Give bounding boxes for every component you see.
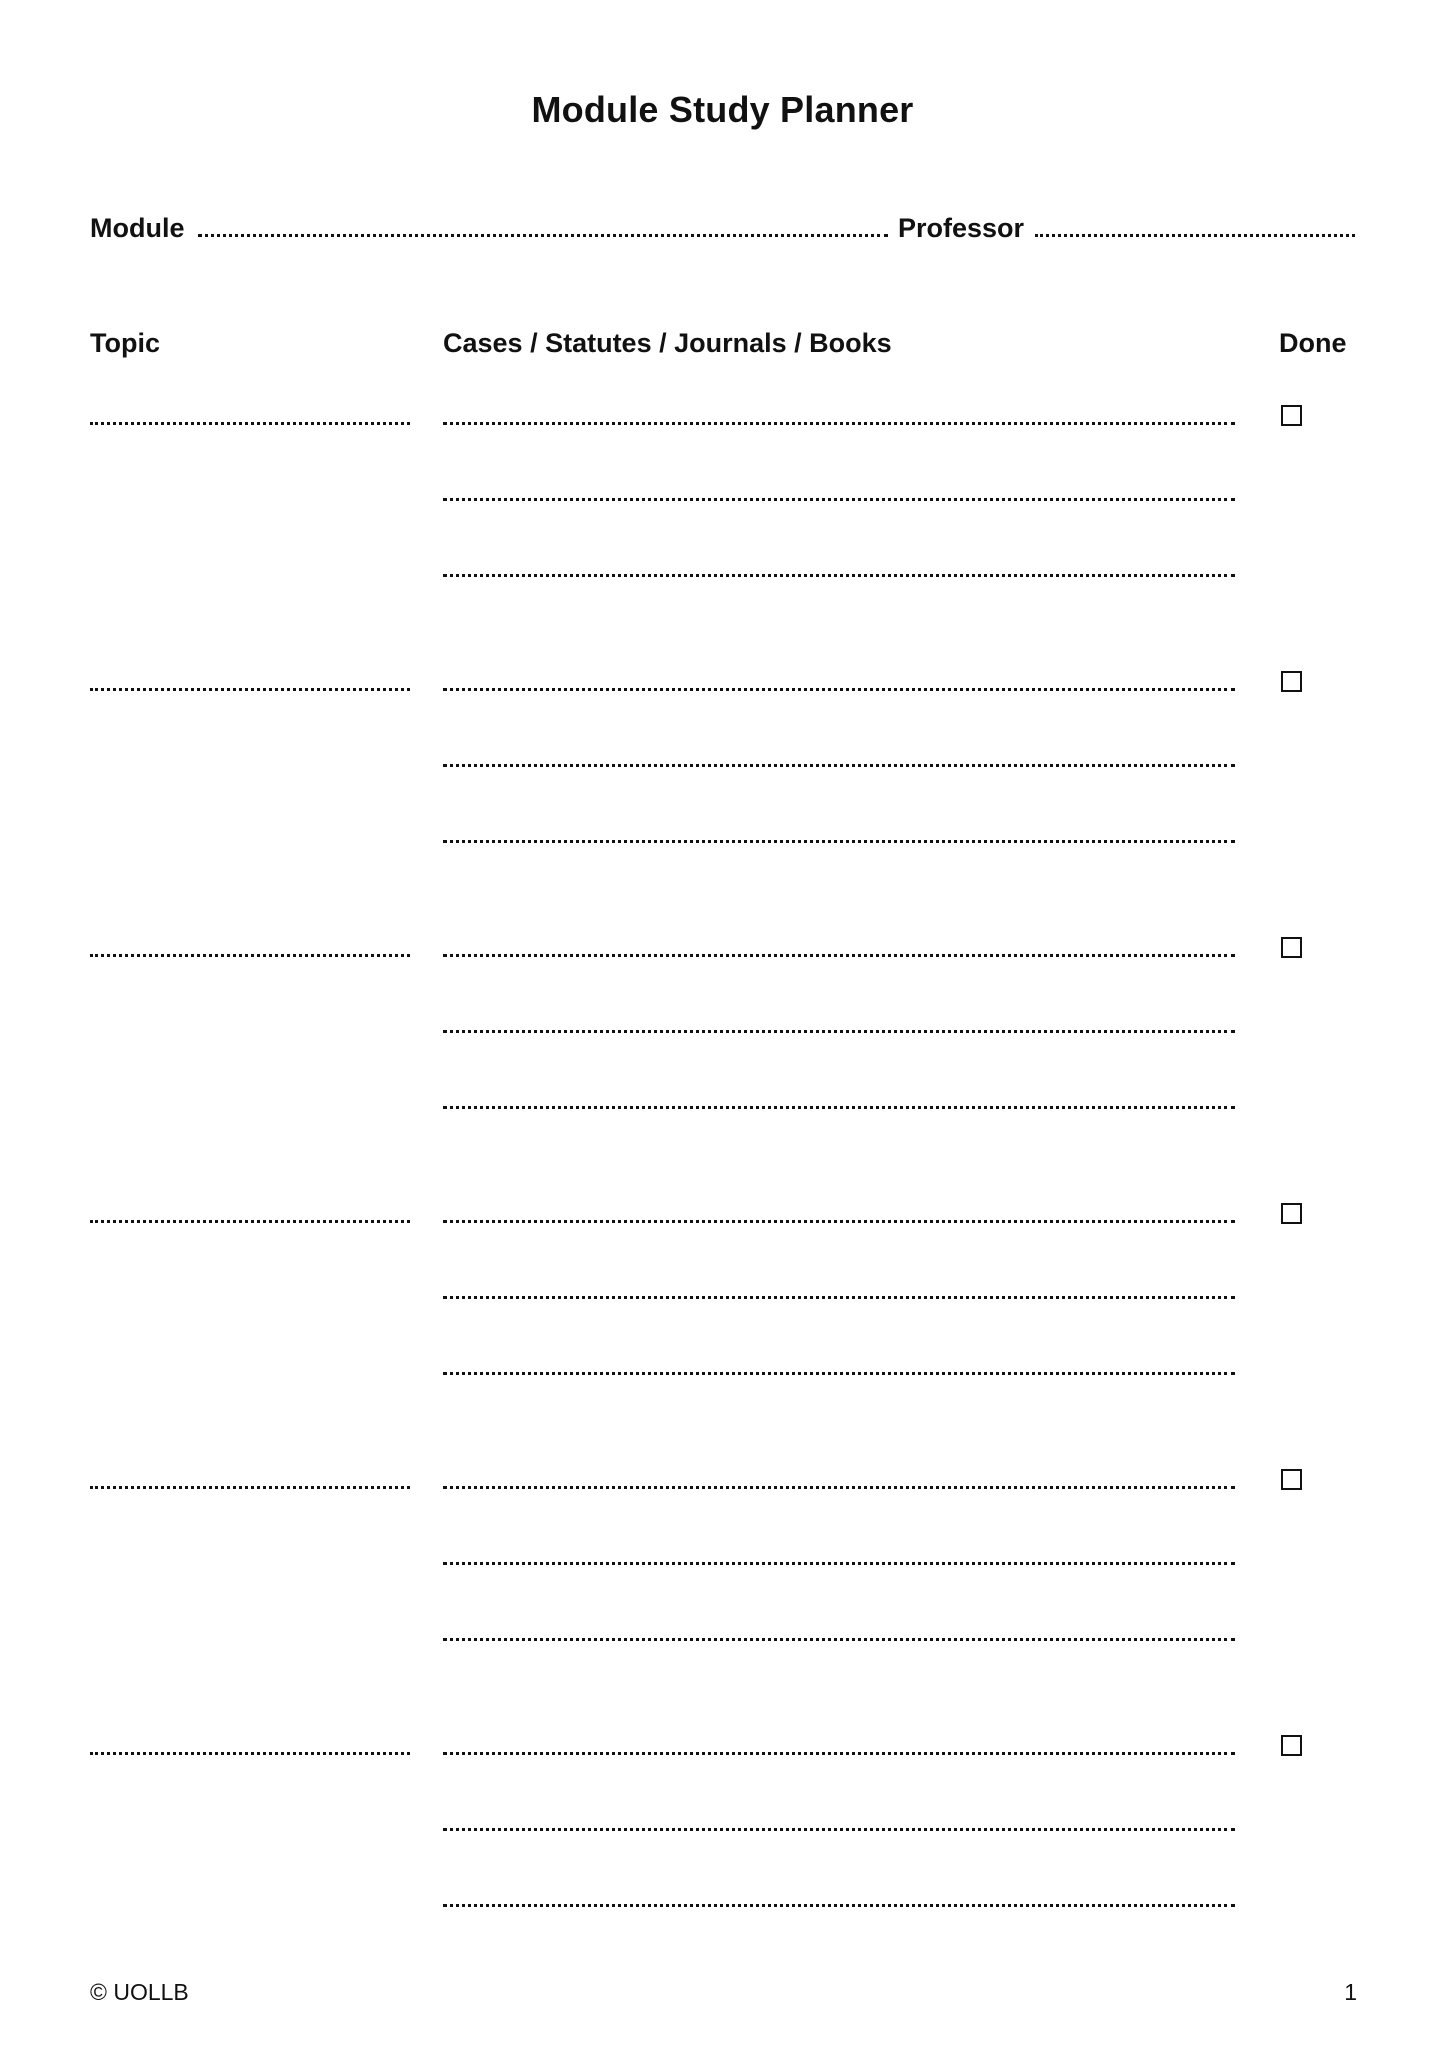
resources-column-header: Cases / Statutes / Journals / Books: [443, 328, 892, 358]
module-label: Module: [90, 213, 185, 243]
done-checkbox[interactable]: [1281, 1735, 1302, 1756]
module-field[interactable]: [198, 234, 888, 237]
done-checkbox[interactable]: [1281, 671, 1302, 692]
topic-column-header: Topic: [90, 328, 160, 358]
copyright-text: © UOLLB: [90, 1979, 189, 2005]
done-checkbox[interactable]: [1281, 937, 1302, 958]
resource-field[interactable]: [443, 1486, 1235, 1489]
resource-field[interactable]: [443, 1220, 1235, 1223]
done-checkbox[interactable]: [1281, 405, 1302, 426]
topic-field[interactable]: [90, 954, 410, 957]
resource-field[interactable]: [443, 688, 1235, 691]
resource-field[interactable]: [443, 498, 1235, 501]
resource-field[interactable]: [443, 1372, 1235, 1375]
resource-field[interactable]: [443, 954, 1235, 957]
done-column-header: Done: [1279, 328, 1347, 358]
resource-field[interactable]: [443, 1562, 1235, 1565]
resource-field[interactable]: [443, 1904, 1235, 1907]
resource-field[interactable]: [443, 840, 1235, 843]
resource-field[interactable]: [443, 422, 1235, 425]
topic-field[interactable]: [90, 1486, 410, 1489]
page-number: 1: [1344, 1979, 1357, 2005]
page-title: Module Study Planner: [531, 89, 914, 130]
resource-field[interactable]: [443, 1296, 1235, 1299]
topic-field[interactable]: [90, 1220, 410, 1223]
resource-field[interactable]: [443, 574, 1235, 577]
resource-field[interactable]: [443, 1638, 1235, 1641]
done-checkbox[interactable]: [1281, 1469, 1302, 1490]
professor-label: Professor: [898, 213, 1025, 243]
topic-field[interactable]: [90, 688, 410, 691]
resource-field[interactable]: [443, 1828, 1235, 1831]
done-checkbox[interactable]: [1281, 1203, 1302, 1224]
professor-field[interactable]: [1035, 234, 1355, 237]
topic-field[interactable]: [90, 422, 410, 425]
resource-field[interactable]: [443, 1752, 1235, 1755]
resource-field[interactable]: [443, 764, 1235, 767]
resource-field[interactable]: [443, 1106, 1235, 1109]
topic-field[interactable]: [90, 1752, 410, 1755]
resource-field[interactable]: [443, 1030, 1235, 1033]
